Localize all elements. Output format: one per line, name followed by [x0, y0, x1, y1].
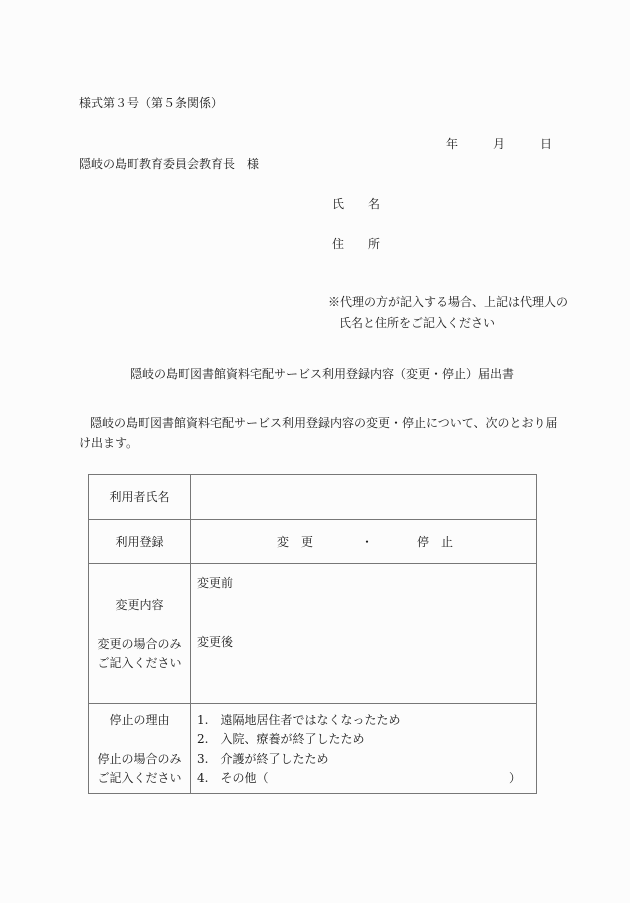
- before-change-label: 変更前: [197, 576, 234, 590]
- addressee: 隠岐の島町教育委員会教育長 様: [79, 157, 260, 171]
- form-number: 様式第３号（第５条関係）: [79, 96, 224, 110]
- stop-reason-label: 停止の理由: [109, 713, 170, 727]
- date-line: [446, 138, 552, 150]
- proxy-note-continued: 氏名と住所をご記入ください: [339, 316, 496, 330]
- other-close-paren: ）: [509, 771, 522, 785]
- stop-reason-note-continued: ご記入ください: [97, 771, 182, 785]
- stop-reason-option[interactable]: 2. 入院、療養が終了したため: [197, 732, 365, 746]
- document-title: 隠岐の島町図書館資料宅配サービス利用登録内容（変更・停止）届出書: [130, 367, 515, 381]
- table-row-registration: [89, 520, 537, 564]
- table-row-user-name: [89, 475, 537, 520]
- user-name-label: 利用者氏名: [109, 490, 170, 504]
- stop-reason-options-cell: [191, 704, 537, 794]
- date-day: 日: [540, 137, 553, 151]
- change-details-note: 変更の場合のみ: [97, 637, 182, 651]
- applicant-address-label: 住 所: [332, 237, 381, 251]
- table-row-stop-reason: [89, 704, 537, 794]
- user-name-field[interactable]: [191, 475, 537, 520]
- body-text: 隠岐の島町図書館資料宅配サービス利用登録内容の変更・停止について、次のとおり届: [90, 416, 558, 430]
- proxy-note: ※代理の方が記入する場合、上記は代理人の: [328, 295, 569, 309]
- after-change-label: 変更後: [197, 635, 234, 649]
- table-row-change-details: [89, 564, 537, 704]
- option-change[interactable]: 変 更: [277, 535, 314, 549]
- date-year: 年: [446, 137, 459, 151]
- registration-label: 利用登録: [115, 535, 164, 549]
- body-text-continued: け出ます。: [79, 436, 139, 450]
- stop-reason-option[interactable]: 3. 介護が終了したため: [197, 752, 329, 766]
- option-stop[interactable]: 停 止: [417, 535, 454, 549]
- registration-form-table: [88, 474, 537, 794]
- stop-reason-option[interactable]: 1. 遠隔地居住者ではなくなったため: [197, 713, 401, 727]
- applicant-name-label: 氏 名: [332, 197, 381, 211]
- change-details-label: 変更内容: [115, 598, 164, 612]
- user-name-label-cell: [89, 475, 191, 520]
- change-details-label-cell: [89, 564, 191, 704]
- change-details-note-continued: ご記入ください: [97, 656, 182, 670]
- stop-reason-note: 停止の場合のみ: [97, 752, 182, 766]
- change-details-field[interactable]: [191, 564, 537, 704]
- stop-reason-label-cell: [89, 704, 191, 794]
- registration-label-cell: [89, 520, 191, 564]
- date-month: 月: [493, 137, 506, 151]
- stop-reason-option-other[interactable]: 4. その他（: [197, 771, 269, 785]
- option-separator: ・: [361, 535, 374, 549]
- registration-options-cell: [191, 520, 537, 564]
